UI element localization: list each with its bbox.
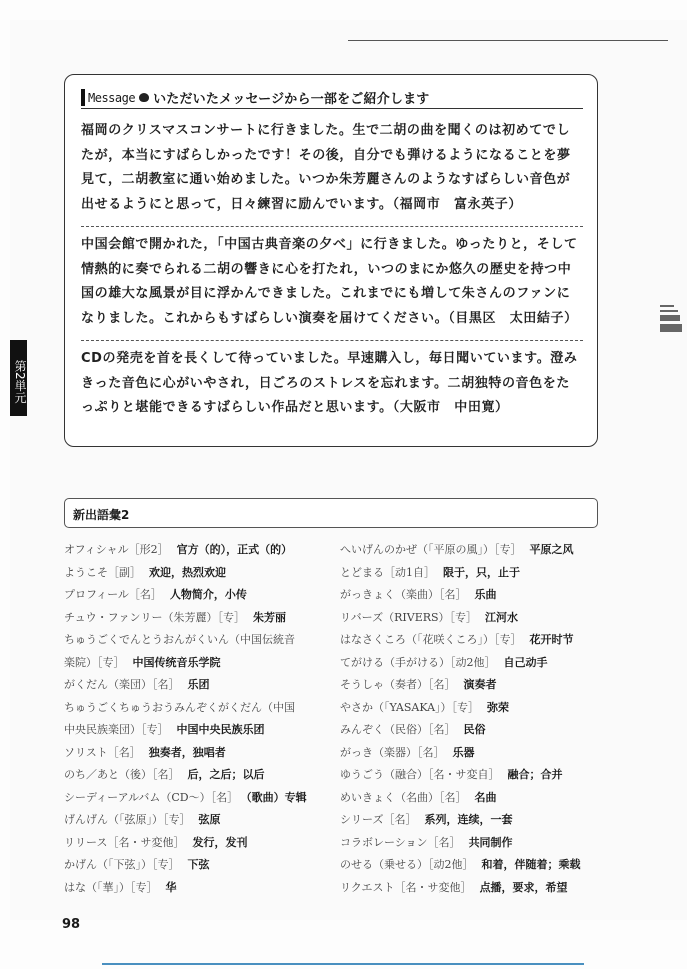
header-rule xyxy=(348,40,668,41)
vocab-translation: 华 xyxy=(165,880,177,894)
vocab-translation: 系列，连续，一套 xyxy=(424,813,513,826)
vocab-term: ようこそ［副］ xyxy=(64,565,141,579)
vocab-translation: 中国中央民族乐团 xyxy=(176,723,265,736)
vocab-translation: 独奏者，独唱者 xyxy=(148,745,226,759)
vocab-item xyxy=(64,607,344,630)
vocab-item xyxy=(64,562,344,585)
vocab-term: かげん（「下弦」）［专］ xyxy=(64,858,180,871)
vocab-translation: 人物简介，小传 xyxy=(169,588,247,601)
vocab-section-title: 新出語彙2 xyxy=(64,498,598,528)
vocab-item xyxy=(64,629,344,652)
vocab-item xyxy=(340,584,620,607)
vocab-translation: 江河水 xyxy=(485,610,519,624)
message-2: 中国会館で開かれた，「中国古典音楽の夕べ」に行きました。ゆったりと，そして情熱的に奏でられる二胡の響きに心を打たれ，いつのまにか悠久の歴史を持つ中国の雄大な風景が目に浮かんできました。これまでにも増して朱さんのファンになりました。これからもすばらしい演奏を届けてください。（目黒区 太田結子） xyxy=(81,237,578,326)
vocab-column-left xyxy=(64,539,344,899)
vocab-term: のち／あと（後）［名］ xyxy=(64,768,180,781)
vocab-term: がくだん（楽団）［名］ xyxy=(64,678,180,691)
dashed-divider xyxy=(81,226,583,227)
vocab-term: プロフィール［名］ xyxy=(64,588,162,601)
vocab-term: そうしゃ（奏者）［名］ xyxy=(340,678,456,691)
vocab-translation: 共同制作 xyxy=(468,835,513,849)
vocab-item xyxy=(64,877,344,900)
vocab-item xyxy=(340,674,620,697)
vocab-translation: 乐器 xyxy=(452,745,475,759)
vocab-term: みんぞく（民俗）［名］ xyxy=(340,723,456,736)
vocab-translation: 乐曲 xyxy=(474,588,497,601)
vocab-term: がっき（楽器）［名］ xyxy=(340,745,445,759)
vocab-term: げんげん（「弦原」）［专］ xyxy=(64,813,191,826)
vocab-item xyxy=(64,539,344,562)
vocab-translation: 民俗 xyxy=(463,723,486,736)
vocab-term: ゆうごう（融合）［名・サ変自］ xyxy=(340,768,500,781)
vocab-item xyxy=(64,809,344,832)
vocab-term: ちゅうごくちゅうおうみんぞくがくだん（中国 xyxy=(64,700,295,714)
vocab-item xyxy=(64,697,344,720)
vocab-item xyxy=(340,697,620,720)
vocab-translation: 点播，要求，希望 xyxy=(479,880,568,894)
bullet-icon xyxy=(139,93,149,102)
margin-marks xyxy=(660,305,682,335)
vocab-term: チュウ・ファンリー（朱芳麗）［专］ xyxy=(64,610,245,624)
vocab-item xyxy=(340,539,620,562)
vocab-item xyxy=(340,607,620,630)
vocab-item xyxy=(340,809,620,832)
footer-rule xyxy=(102,963,584,965)
vocab-item xyxy=(340,629,620,652)
message-label: Message xyxy=(88,90,136,105)
vocab-translation: 自己动手 xyxy=(503,655,548,669)
vocab-item xyxy=(64,719,344,742)
vocab-term: やさか（「YASAKA」）［专］ xyxy=(340,700,480,714)
vocab-translation: 平原之风 xyxy=(529,543,574,556)
vocab-item xyxy=(340,877,620,900)
page-number: 98 xyxy=(62,917,81,932)
vocab-term: めいきょく（名曲）［名］ xyxy=(340,790,467,804)
vocab-item xyxy=(340,719,620,742)
vocab-term: はな（「華」）［专］ xyxy=(64,880,158,894)
vocab-term: とどまる［动1自］ xyxy=(340,565,435,579)
vocab-translation: （歌曲）专辑 xyxy=(246,790,307,804)
vocab-column-right xyxy=(340,539,620,899)
vocab-item xyxy=(340,764,620,787)
vocab-translation: 花开时节 xyxy=(529,633,574,646)
message-1: 福岡のクリスマスコンサートに行きました。生で二胡の曲を聞くのは初めてでしたが，本当にすばらしかったです！その後，自分でも弾けるようになることを夢見て，二胡教室に通い始めました。いつか朱芳麗さんのようなすばらしい音色が出せるようにと思って，日々練習に励んでいます。（福岡市 富永英子） xyxy=(81,123,571,212)
vocab-item xyxy=(340,652,620,675)
vocab-item xyxy=(64,764,344,787)
vocab-translation: 后，之后；以后 xyxy=(187,768,265,781)
vocab-item xyxy=(64,787,344,810)
vocab-translation: 官方（的），正式（的） xyxy=(176,543,293,556)
vocab-translation: 融合；合并 xyxy=(507,768,563,781)
vocab-item xyxy=(64,584,344,607)
dashed-divider xyxy=(81,340,583,341)
message-title: いただいたメッセージから一部をご紹介します xyxy=(153,92,430,107)
message-header xyxy=(81,87,583,109)
vocab-item xyxy=(340,742,620,765)
vocab-translation: 乐团 xyxy=(187,678,210,691)
vocab-item xyxy=(64,854,344,877)
chapter-tab: 第2単元 xyxy=(10,340,27,416)
vocab-term: オフィシャル［形2］ xyxy=(64,543,169,556)
vocab-item xyxy=(340,854,620,877)
vocab-item xyxy=(64,832,344,855)
vocab-item xyxy=(64,652,344,675)
vocab-term: コラボレーション［名］ xyxy=(340,835,461,849)
vocab-term: へいげんのかぜ（「平原の風」）［专］ xyxy=(340,543,522,556)
vocab-term: がっきょく（楽曲）［名］ xyxy=(340,588,467,601)
vocab-term: シーディーアルバム（CD〜）［名］ xyxy=(64,790,239,804)
vocab-item xyxy=(340,562,620,585)
vocab-term: リクエスト［名・サ変他］ xyxy=(340,880,472,894)
vocab-item xyxy=(340,832,620,855)
vocab-term: のせる（乗せる）［动2他］ xyxy=(340,858,474,871)
vocab-term: 中央民族楽団）［专］ xyxy=(64,723,169,736)
vocab-term: リリース［名・サ変他］ xyxy=(64,835,185,849)
vocab-translation: 限于，只，止于 xyxy=(443,565,520,579)
vocab-term: ソリスト［名］ xyxy=(64,745,141,759)
vocab-translation: 和着，伴随着；乘载 xyxy=(481,858,581,871)
vocab-translation: 欢迎，热烈欢迎 xyxy=(149,565,226,579)
vocab-term: シリーズ［名］ xyxy=(340,813,417,826)
vocab-item xyxy=(64,742,344,765)
vocab-term: ちゅうごくでんとうおんがくいん（中国伝統音 xyxy=(64,633,295,646)
vocab-translation: 发行，发刊 xyxy=(192,835,248,849)
vocab-translation: 弥荣 xyxy=(487,700,510,714)
header-bar-icon xyxy=(81,89,85,106)
vocab-translation: 中国传统音乐学院 xyxy=(132,655,221,669)
vocab-term: 楽院）［专］ xyxy=(64,655,125,669)
vocab-item xyxy=(340,787,620,810)
message-3: CDの発売を首を長くして待っていました。早速購入し，毎日聞いています。澄みきった音色に心がいやされ，日ごろのストレスを忘れます。二胡独特の音色をたっぷりと堪能できるすばらしい作品だと思います。（大阪市 中田寛） xyxy=(81,351,578,415)
vocab-term: てがける（手がける）［动2他］ xyxy=(340,655,496,669)
vocab-term: はなさくころ（「花咲くころ」）［专］ xyxy=(340,633,522,646)
vocab-item xyxy=(64,674,344,697)
message-box xyxy=(64,74,598,447)
vocab-translation: 演奏者 xyxy=(463,678,497,691)
vocab-translation: 朱芳丽 xyxy=(252,610,286,624)
vocab-translation: 下弦 xyxy=(187,858,210,871)
vocab-translation: 弦原 xyxy=(198,813,221,826)
vocab-translation: 名曲 xyxy=(474,790,497,804)
vocab-term: リバーズ（RIVERS）［专］ xyxy=(340,610,478,624)
